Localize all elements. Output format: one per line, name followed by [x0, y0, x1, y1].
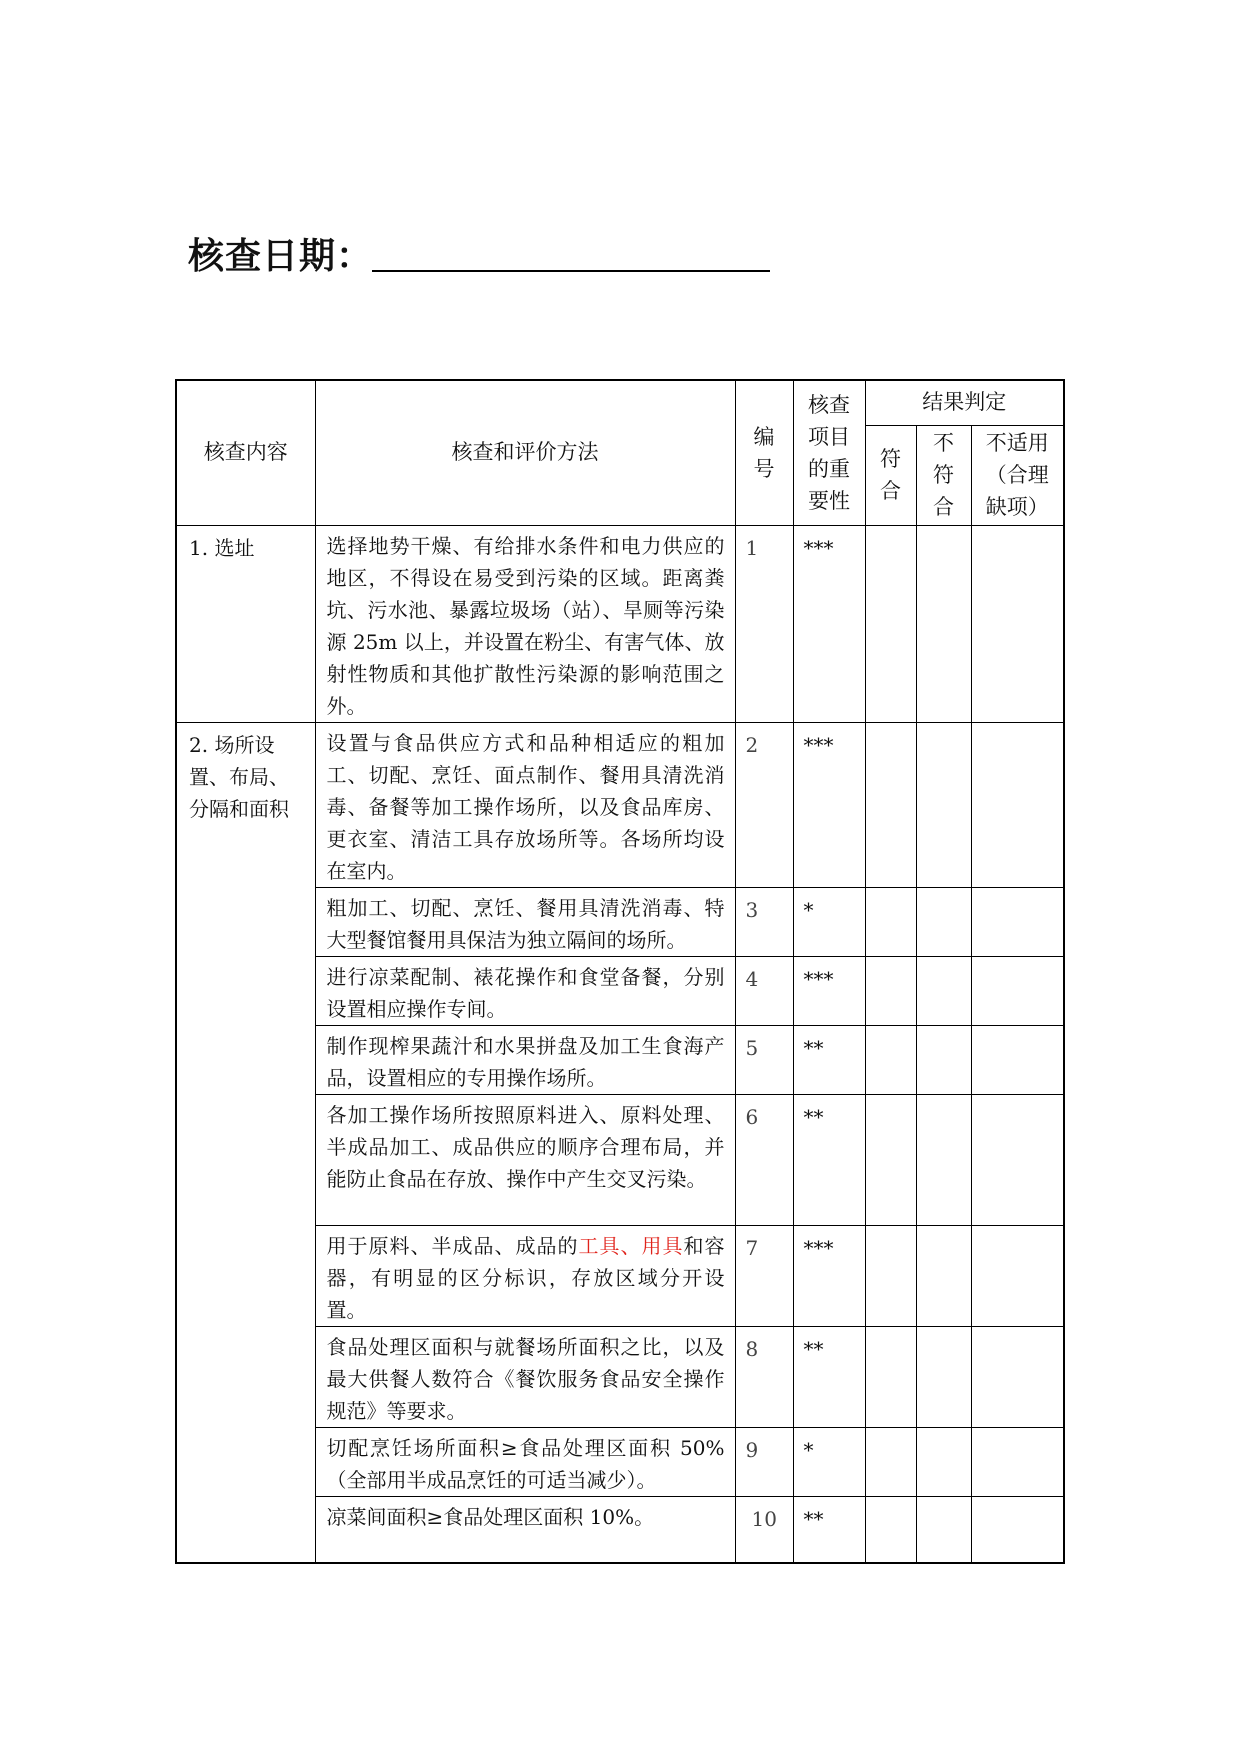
- conform-cell[interactable]: [865, 887, 916, 956]
- item-number: 9: [735, 1427, 793, 1496]
- header-nonconform: [916, 425, 971, 525]
- item-number: 10: [735, 1496, 793, 1563]
- method-cell: 制作现榨果蔬汁和水果拼盘及加工生食海产品，设置相应的专用操作场所。: [315, 1025, 735, 1094]
- importance-rating: **: [793, 1326, 865, 1427]
- category-layout: 2. 场所设置、布局、分隔和面积: [176, 722, 315, 1563]
- conform-cell[interactable]: [865, 1225, 916, 1326]
- header-conform: [865, 425, 916, 525]
- item-number: 5: [735, 1025, 793, 1094]
- item-number: 4: [735, 956, 793, 1025]
- table-row: [176, 525, 1064, 722]
- nonconform-cell[interactable]: [916, 722, 971, 887]
- importance-rating: **: [793, 1496, 865, 1563]
- conform-cell[interactable]: [865, 1326, 916, 1427]
- method-cell: 进行凉菜配制、裱花操作和食堂备餐，分别设置相应操作专间。: [315, 956, 735, 1025]
- importance-rating: ***: [793, 525, 865, 722]
- method-cell: 切配烹饪场所面积≥食品处理区面积 50%（全部用半成品烹饪的可适当减少）。: [315, 1427, 735, 1496]
- category-location: 1. 选址: [176, 525, 315, 722]
- nonconform-cell[interactable]: [916, 1496, 971, 1563]
- conform-cell[interactable]: [865, 1094, 916, 1225]
- item-number: 7: [735, 1225, 793, 1326]
- header-na: [971, 425, 1064, 525]
- nonconform-cell[interactable]: [916, 525, 971, 722]
- na-cell[interactable]: [971, 1326, 1064, 1427]
- conform-cell[interactable]: [865, 1496, 916, 1563]
- conform-cell[interactable]: [865, 1025, 916, 1094]
- importance-rating: ***: [793, 722, 865, 887]
- conform-cell[interactable]: [865, 722, 916, 887]
- header-result: 结果判定: [865, 380, 1064, 425]
- method-text: 和容器，有明显的区分标识，存放区域分开设置。: [326, 1233, 725, 1322]
- method-cell: [315, 1225, 735, 1326]
- method-highlight-text: 工具、用具: [578, 1233, 684, 1258]
- header-number: [735, 380, 793, 525]
- importance-rating: ***: [793, 1225, 865, 1326]
- conform-cell[interactable]: [865, 1427, 916, 1496]
- header-importance: [793, 380, 865, 525]
- method-text: 用于原料、半成品、成品的: [326, 1233, 579, 1258]
- conform-cell[interactable]: [865, 956, 916, 1025]
- na-cell[interactable]: [971, 1225, 1064, 1326]
- importance-rating: *: [793, 887, 865, 956]
- check-date-label: 核查日期：: [188, 236, 374, 277]
- header-nonconform-text: 不符合: [933, 431, 954, 519]
- header-method: 核查和评价方法: [315, 380, 735, 525]
- item-number: 6: [735, 1094, 793, 1225]
- na-cell[interactable]: [971, 1025, 1064, 1094]
- check-date-blank-line: [372, 270, 770, 272]
- nonconform-cell[interactable]: [916, 1225, 971, 1326]
- header-na-text: 不适用（合理缺项）: [985, 431, 1049, 519]
- method-cell: 食品处理区面积与就餐场所面积之比，以及最大供餐人数符合《餐饮服务食品安全操作规范》等要求。: [315, 1326, 735, 1427]
- importance-rating: **: [793, 1025, 865, 1094]
- nonconform-cell[interactable]: [916, 956, 971, 1025]
- conform-cell[interactable]: [865, 525, 916, 722]
- header-conform-text: 符合: [880, 447, 901, 503]
- nonconform-cell[interactable]: [916, 887, 971, 956]
- method-cell: 粗加工、切配、烹饪、餐用具清洗消毒、特大型餐馆餐用具保洁为独立隔间的场所。: [315, 887, 735, 956]
- importance-rating: **: [793, 1094, 865, 1225]
- method-cell: 凉菜间面积≥食品处理区面积 10%。: [315, 1496, 735, 1563]
- header-number-text: 编号: [753, 424, 775, 481]
- na-cell[interactable]: [971, 887, 1064, 956]
- na-cell[interactable]: [971, 722, 1064, 887]
- item-number: 1: [735, 525, 793, 722]
- nonconform-cell[interactable]: [916, 1094, 971, 1225]
- nonconform-cell[interactable]: [916, 1326, 971, 1427]
- importance-rating: ***: [793, 956, 865, 1025]
- importance-rating: *: [793, 1427, 865, 1496]
- item-number: 2: [735, 722, 793, 887]
- nonconform-cell[interactable]: [916, 1025, 971, 1094]
- na-cell[interactable]: [971, 956, 1064, 1025]
- inspection-table: [175, 379, 1065, 1564]
- na-cell[interactable]: [971, 525, 1064, 722]
- header-content: 核查内容: [176, 380, 315, 525]
- header-importance-text: 核查项目的重要性: [808, 392, 850, 513]
- item-number: 3: [735, 887, 793, 956]
- na-cell[interactable]: [971, 1427, 1064, 1496]
- table-row: [176, 722, 1064, 887]
- method-cell: 设置与食品供应方式和品种相适应的粗加工、切配、烹饪、面点制作、餐用具清洗消毒、备餐等加工操作场所，以及食品库房、更衣室、清洁工具存放场所等。各场所均设在室内。: [315, 722, 735, 887]
- method-cell: 选择地势干燥、有给排水条件和电力供应的地区，不得设在易受到污染的区域。距离粪坑、污水池、暴露垃圾场（站）、旱厕等污染源 25m 以上，并设置在粉尘、有害气体、放射性物质和其他扩散性污染源的影响范围之外。: [315, 525, 735, 722]
- na-cell[interactable]: [971, 1496, 1064, 1563]
- item-number: 8: [735, 1326, 793, 1427]
- method-cell: 各加工操作场所按照原料进入、原料处理、半成品加工、成品供应的顺序合理布局，并能防止食品在存放、操作中产生交叉污染。: [315, 1094, 735, 1225]
- nonconform-cell[interactable]: [916, 1427, 971, 1496]
- na-cell[interactable]: [971, 1094, 1064, 1225]
